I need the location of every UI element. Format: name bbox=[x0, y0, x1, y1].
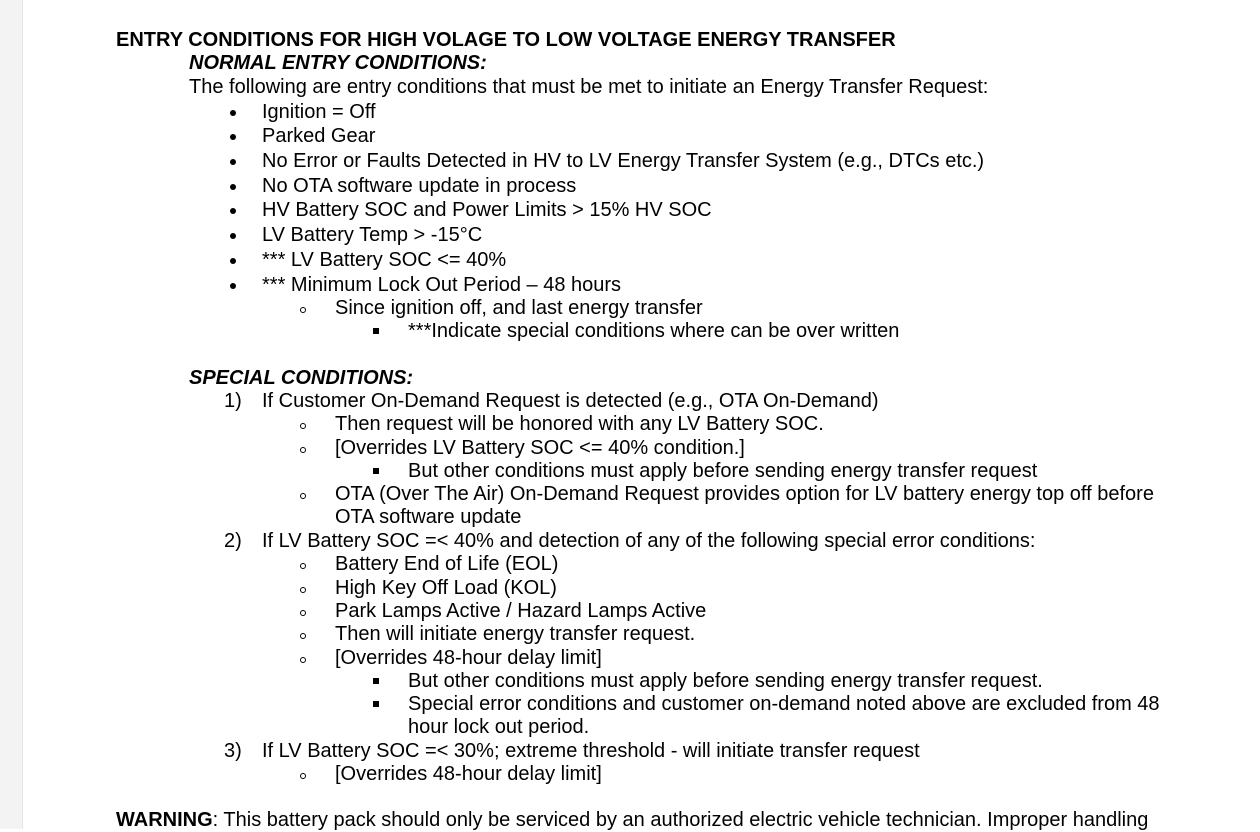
bullet-item: LV Battery Temp > -15°C bbox=[262, 224, 483, 246]
sub-bullet-item: [Overrides 48-hour delay limit] bbox=[335, 763, 602, 785]
list-number: 3) bbox=[224, 740, 242, 762]
sub-bullet-item: Battery End of Life (EOL) bbox=[335, 553, 559, 575]
warning-text: : This battery pack should only be serviced by an authorized electric vehicle technician. Improper handling bbox=[212, 809, 1149, 831]
bullet-item: No Error or Faults Detected in HV to LV Energy Transfer System (e.g., DTCs etc.) bbox=[262, 150, 985, 172]
sub-sub-bullet-item: But other conditions must apply before sending energy transfer request bbox=[408, 460, 1038, 482]
sub-bullet-item: Then will initiate energy transfer request. bbox=[335, 623, 696, 645]
sub-bullet-item: Park Lamps Active / Hazard Lamps Active bbox=[335, 600, 707, 622]
warning-paragraph bbox=[116, 808, 1148, 832]
sub-bullet-item: [Overrides LV Battery SOC <= 40% condition.] bbox=[335, 437, 745, 459]
document-heading: ENTRY CONDITIONS FOR HIGH VOLAGE TO LOW VOLTAGE ENERGY TRANSFER bbox=[116, 29, 896, 51]
bullet-item: Ignition = Off bbox=[262, 101, 376, 123]
sub-sub-bullet-item: But other conditions must apply before sending energy transfer request. bbox=[408, 670, 1043, 692]
numbered-item: If LV Battery SOC =< 30%; extreme threshold - will initiate transfer request bbox=[262, 740, 920, 762]
numbered-item: If LV Battery SOC =< 40% and detection of any of the following special error conditions: bbox=[262, 530, 1036, 552]
list-number: 2) bbox=[224, 530, 242, 552]
sub-bullet-item: OTA (Over The Air) On-Demand Request provides option for LV battery energy top off before bbox=[335, 483, 1154, 505]
sub-sub-bullet-item: Special error conditions and customer on-demand noted above are excluded from 48 bbox=[408, 693, 1160, 715]
sub-bullet-item: High Key Off Load (KOL) bbox=[335, 577, 557, 599]
bullet-item: No OTA software update in process bbox=[262, 175, 577, 197]
sub-bullet-item: [Overrides 48-hour delay limit] bbox=[335, 647, 602, 669]
sub-bullet-item: Then request will be honored with any LV Battery SOC. bbox=[335, 413, 824, 435]
list-number: 1) bbox=[224, 390, 242, 412]
bullet-item: HV Battery SOC and Power Limits > 15% HV SOC bbox=[262, 199, 712, 221]
special-conditions-title: SPECIAL CONDITIONS: bbox=[189, 367, 414, 389]
numbered-item: If Customer On-Demand Request is detected (e.g., OTA On-Demand) bbox=[262, 390, 879, 412]
bullet-item: Parked Gear bbox=[262, 125, 376, 147]
sub-sub-bullet-item: ***Indicate special conditions where can be over written bbox=[408, 320, 900, 342]
sub-sub-bullet-continuation: hour lock out period. bbox=[408, 716, 590, 738]
bullet-item: *** LV Battery SOC <= 40% bbox=[262, 249, 507, 271]
normal-conditions-intro: The following are entry conditions that must be met to initiate an Energy Transfer Request: bbox=[189, 76, 989, 98]
normal-conditions-title: NORMAL ENTRY CONDITIONS: bbox=[189, 52, 487, 74]
sub-bullet-continuation: OTA software update bbox=[335, 506, 522, 528]
warning-label: WARNING bbox=[116, 809, 213, 831]
bullet-item: *** Minimum Lock Out Period – 48 hours bbox=[262, 274, 622, 296]
sub-bullet-item: Since ignition off, and last energy transfer bbox=[335, 297, 703, 319]
